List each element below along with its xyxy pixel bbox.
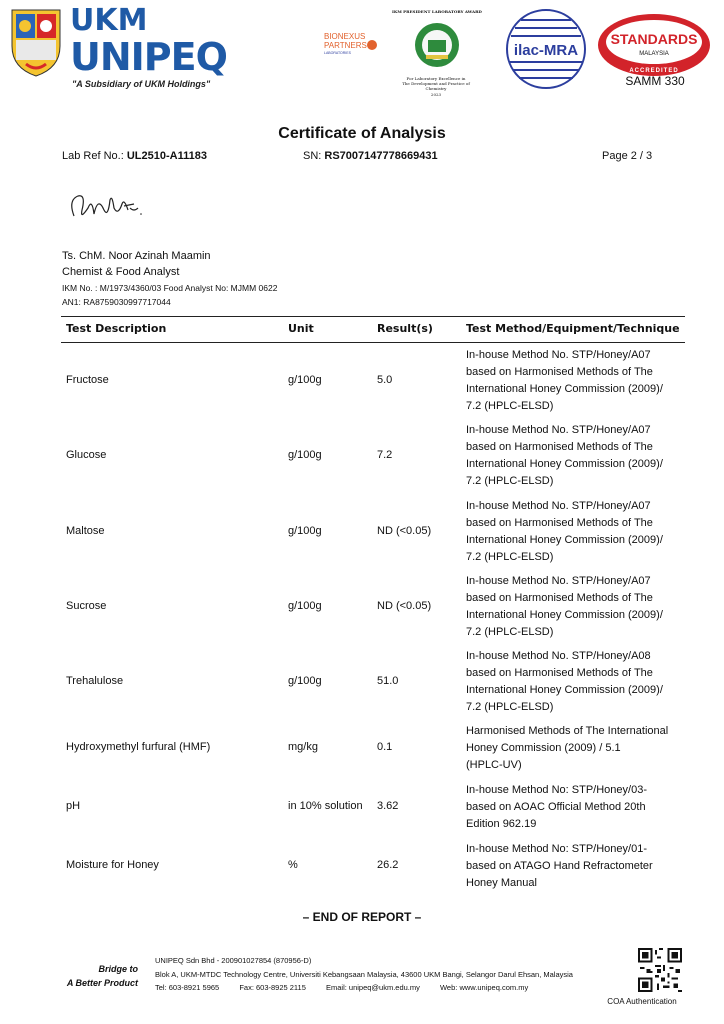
method-line: In-house Method No. STP/Honey/A07 bbox=[466, 349, 651, 361]
result-cell: 5.0 bbox=[377, 374, 393, 386]
method-line: 7.2 (HPLC-ELSD) bbox=[466, 551, 554, 563]
test-description-cell: Trehalulose bbox=[66, 675, 124, 687]
bionexus-line-2: PARTNERS bbox=[324, 41, 367, 50]
footer-slogan-line-1: Bridge to bbox=[98, 964, 138, 974]
lab-ref-value: UL2510-A11183 bbox=[126, 150, 207, 162]
method-cell bbox=[466, 573, 686, 641]
method-line: (HPLC-UV) bbox=[466, 759, 522, 771]
unit-cell: g/100g bbox=[288, 449, 322, 461]
bionexus-line-3: LABORATORIES bbox=[324, 51, 351, 55]
method-line: Harmonised Methods of The International bbox=[466, 725, 669, 737]
method-line: 7.2 (HPLC-ELSD) bbox=[466, 475, 554, 487]
test-description-cell: Maltose bbox=[66, 525, 105, 537]
method-cell bbox=[466, 723, 686, 774]
table-row bbox=[0, 420, 724, 492]
method-line: based on Harmonised Methods of The bbox=[466, 667, 653, 679]
document-title: Certificate of Analysis bbox=[278, 125, 446, 142]
method-line: In-house Method No. STP/Honey/A07 bbox=[466, 424, 651, 436]
brand-tagline: "A Subsidiary of UKM Holdings" bbox=[72, 79, 211, 89]
result-cell: 7.2 bbox=[377, 449, 393, 461]
method-line: In-house Method No. STP/Honey/A07 bbox=[466, 500, 651, 512]
award-title: IKM PRESIDENT LABORATORY AWARD bbox=[392, 9, 482, 14]
method-line: based on Harmonised Methods of The bbox=[466, 592, 653, 604]
sn-value: RS7007147778669431 bbox=[324, 150, 438, 162]
test-description-cell: pH bbox=[66, 800, 81, 812]
method-line: Edition 962.19 bbox=[466, 818, 537, 830]
signatory-role: Chemist & Food Analyst bbox=[62, 266, 180, 278]
method-line: In-house Method No: STP/Honey/01- bbox=[466, 843, 647, 855]
award-caption-line-1: For Laboratory Excellence in bbox=[406, 76, 466, 81]
result-cell: 51.0 bbox=[377, 675, 399, 687]
brand-line-1: UKM bbox=[70, 3, 148, 38]
footer-fax: Fax: 603-8925 2115 bbox=[239, 983, 306, 992]
footer-slogan-line-2: A Better Product bbox=[66, 978, 138, 988]
method-cell bbox=[466, 782, 686, 833]
table-row bbox=[0, 646, 724, 718]
result-cell: ND (<0.05) bbox=[377, 600, 432, 612]
method-line: International Honey Commission (2009)/ bbox=[466, 609, 663, 621]
method-line: In-house Method No: STP/Honey/03- bbox=[466, 784, 647, 796]
header-unit: Unit bbox=[288, 322, 314, 335]
table-row bbox=[0, 779, 724, 835]
award-caption-line-3: 2023 bbox=[430, 91, 442, 97]
footer-contact bbox=[155, 983, 546, 992]
unit-cell: % bbox=[288, 859, 298, 871]
samm-number: SAMM 330 bbox=[625, 74, 685, 88]
page-number: Page 2 / 3 bbox=[602, 150, 653, 162]
footer-address: Blok A, UKM-MTDC Technology Centre, Universiti Kebangsaan Malaysia, 43600 UKM Bangi, Selangor Darul Ehsan, Malaysia bbox=[155, 970, 573, 979]
ilac-mra-logo bbox=[505, 8, 587, 90]
table-header-rule bbox=[61, 342, 685, 343]
method-line: In-house Method No. STP/Honey/A07 bbox=[466, 575, 651, 587]
method-line: Honey Commission (2009) / 5.1 bbox=[466, 742, 621, 754]
test-description-cell: Sucrose bbox=[66, 600, 107, 612]
method-line: 7.2 (HPLC-ELSD) bbox=[466, 626, 554, 638]
table-top-rule bbox=[61, 316, 685, 317]
footer-email[interactable]: Email: unipeq@ukm.edu.my bbox=[325, 983, 420, 992]
test-description-cell: Fructose bbox=[66, 374, 109, 386]
footer-tel: Tel: 603-8921 5965 bbox=[155, 983, 220, 992]
method-line: based on Harmonised Methods of The bbox=[466, 441, 653, 453]
method-cell bbox=[466, 347, 686, 415]
end-of-report: – END OF REPORT – bbox=[302, 910, 422, 924]
footer-slogan bbox=[62, 962, 138, 990]
unit-cell: g/100g bbox=[288, 374, 322, 386]
award-caption-line-2: The Development and Practice of Chemistry bbox=[402, 81, 470, 92]
bionexus-line-1: BIONEXUS bbox=[324, 32, 366, 41]
signatory-ikm: IKM No. : M/1973/4360/03 Food Analyst No: MJMM 0622 bbox=[62, 283, 278, 293]
footer-company: UNIPEQ Sdn Bhd - 200901027854 (870956-D) bbox=[155, 956, 312, 965]
method-cell bbox=[466, 648, 686, 716]
result-cell: 3.62 bbox=[377, 800, 399, 812]
result-cell: 0.1 bbox=[377, 741, 393, 753]
table-row bbox=[0, 838, 724, 894]
award-caption bbox=[392, 76, 480, 97]
lab-ref bbox=[62, 150, 207, 162]
bionexus-logo bbox=[322, 30, 380, 58]
signatory-an: AN1: RA8759030997717044 bbox=[62, 297, 171, 307]
unit-cell: g/100g bbox=[288, 675, 322, 687]
table-row bbox=[0, 722, 724, 774]
header-results: Result(s) bbox=[377, 322, 433, 335]
header-test-description: Test Description bbox=[66, 322, 167, 335]
ilac-mra-text: ilac-MRA bbox=[513, 42, 579, 59]
unit-cell: g/100g bbox=[288, 525, 322, 537]
test-description-cell: Moisture for Honey bbox=[66, 859, 159, 871]
method-line: based on Harmonised Methods of The bbox=[466, 517, 653, 529]
method-line: 7.2 (HPLC-ELSD) bbox=[466, 701, 554, 713]
serial-number bbox=[303, 150, 438, 162]
signatory-name: Ts. ChM. Noor Azinah Maamin bbox=[62, 250, 211, 262]
method-cell bbox=[466, 422, 686, 490]
method-line: Honey Manual bbox=[466, 877, 537, 889]
qr-code[interactable] bbox=[638, 948, 682, 992]
method-line: International Honey Commission (2009)/ bbox=[466, 383, 663, 395]
table-row bbox=[0, 345, 724, 417]
test-description-cell: Glucose bbox=[66, 449, 107, 461]
method-line: International Honey Commission (2009)/ bbox=[466, 684, 663, 696]
method-line: In-house Method No. STP/Honey/A08 bbox=[466, 650, 651, 662]
lab-ref-label: Lab Ref No.: bbox=[62, 150, 127, 162]
method-cell bbox=[466, 841, 686, 892]
method-line: based on ATAGO Hand Refractometer bbox=[466, 860, 653, 872]
handwritten-signature bbox=[64, 186, 144, 228]
method-line: 7.2 (HPLC-ELSD) bbox=[466, 400, 554, 412]
method-cell bbox=[466, 498, 686, 566]
result-cell: ND (<0.05) bbox=[377, 525, 432, 537]
sn-label: SN: bbox=[303, 150, 325, 162]
unit-cell: mg/kg bbox=[288, 741, 318, 753]
standards-country: MALAYSIA bbox=[639, 51, 669, 57]
table-row bbox=[0, 496, 724, 568]
header-method: Test Method/Equipment/Technique bbox=[466, 322, 680, 335]
laboratory-award-seal bbox=[414, 22, 460, 68]
brand-line-2: UNIPEQ bbox=[70, 35, 227, 79]
table-row bbox=[0, 571, 724, 643]
method-line: International Honey Commission (2009)/ bbox=[466, 458, 663, 470]
method-line: based on AOAC Official Method 20th bbox=[466, 801, 646, 813]
ukm-crest-logo bbox=[10, 6, 62, 78]
coa-authentication-label: COA Authentication bbox=[607, 997, 677, 1006]
standards-text: STANDARDS bbox=[610, 31, 698, 47]
method-line: based on Harmonised Methods of The bbox=[466, 366, 653, 378]
unit-cell: g/100g bbox=[288, 600, 322, 612]
footer-web[interactable]: Web: www.unipeq.com.my bbox=[439, 983, 529, 992]
brand-wordmark bbox=[70, 3, 227, 79]
test-description-cell: Hydroxymethyl furfural (HMF) bbox=[66, 741, 211, 753]
standards-accredited: ACCREDITED bbox=[629, 68, 679, 74]
standards-malaysia-logo bbox=[596, 12, 712, 78]
unit-cell: in 10% solution bbox=[288, 800, 363, 812]
result-cell: 26.2 bbox=[377, 859, 399, 871]
method-line: International Honey Commission (2009)/ bbox=[466, 534, 663, 546]
